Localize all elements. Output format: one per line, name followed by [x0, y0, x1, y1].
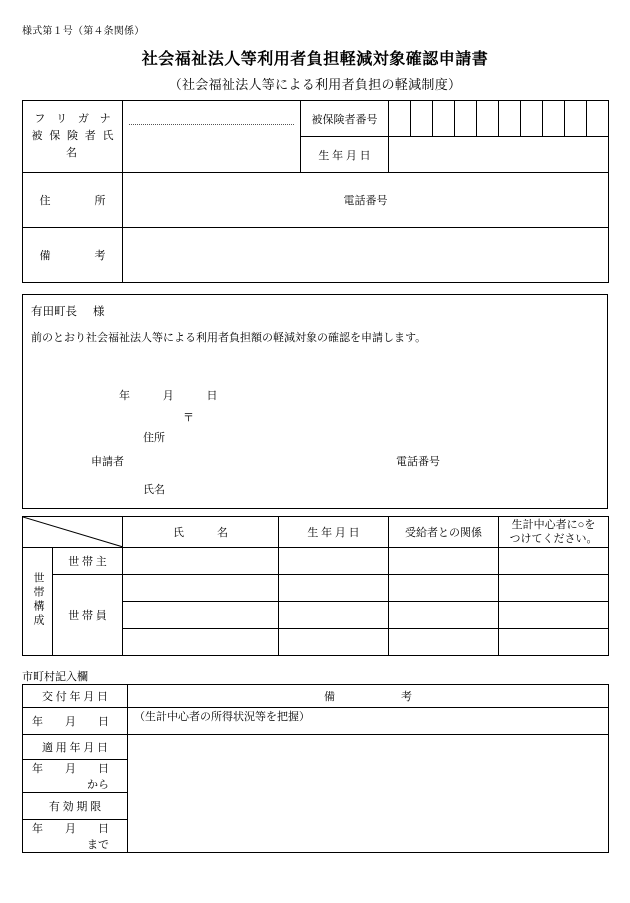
- address-field[interactable]: [123, 173, 609, 228]
- remarks-field[interactable]: [123, 228, 609, 283]
- statement-body: 前のとおり社会福祉法人等による利用者負担額の軽減対象の確認を申請します。: [31, 332, 427, 344]
- household-cell-relation[interactable]: [389, 629, 499, 656]
- statement-date-line: [119, 387, 607, 403]
- date-month-label: 月: [162, 390, 175, 402]
- column-header-name: 氏 名: [123, 517, 279, 548]
- household-cell-mark[interactable]: [499, 602, 609, 629]
- address-label: 住 所: [23, 173, 123, 228]
- column-header-birth: 生 年 月 日: [279, 517, 389, 548]
- municipal-cell-left[interactable]: 年 月 日: [23, 708, 128, 735]
- row-label-head: 世 帯 主: [53, 548, 123, 575]
- applicant-phone-label: 電話番号: [396, 456, 440, 468]
- form-number: 様式第１号（第４条関係）: [22, 26, 145, 37]
- column-header-mark-line1: 生計中心者に○を: [511, 519, 596, 531]
- birthdate-label: 生 年 月 日: [301, 137, 389, 173]
- statement-block: [22, 294, 608, 509]
- household-cell-name[interactable]: [123, 575, 279, 602]
- insured-number-digit[interactable]: [433, 101, 455, 137]
- remarks-label: 備 考: [23, 228, 123, 283]
- applicant-name-label: 氏名: [143, 484, 165, 496]
- column-header-relation: 受給者との関係: [389, 517, 499, 548]
- household-cell-relation[interactable]: [389, 602, 499, 629]
- municipal-note: （生計中心者の所得状況等を把握）: [128, 708, 609, 735]
- applicant-row: [91, 453, 607, 469]
- page-subtitle: （社会福祉法人等による利用者負担の軽減制度）: [168, 77, 462, 92]
- household-table: [22, 516, 609, 656]
- insured-name-label-cell: [23, 101, 123, 173]
- page-title: 社会福祉法人等利用者負担軽減対象確認申請書: [141, 51, 489, 68]
- municipal-cell-left[interactable]: [23, 820, 128, 853]
- title-block: [0, 46, 630, 93]
- household-cell-mark[interactable]: [499, 629, 609, 656]
- insured-name-label: 被 保 険 者 氏 名: [31, 130, 116, 159]
- date-day-label: 日: [206, 390, 219, 402]
- insured-number-digit[interactable]: [499, 101, 521, 137]
- household-side-label: 世帯構成: [23, 548, 53, 656]
- insured-name-field[interactable]: [123, 101, 301, 173]
- insured-number-label: 被保険者番号: [301, 101, 389, 137]
- municipal-cell-left: 適 用 年 月 日: [23, 735, 128, 760]
- household-cell-name[interactable]: [123, 602, 279, 629]
- furigana-label: フ リ ガ ナ: [34, 113, 115, 125]
- insured-number-digit[interactable]: [587, 101, 609, 137]
- postal-mark: 〒: [183, 412, 194, 424]
- household-cell-relation[interactable]: [389, 548, 499, 575]
- addressee-line: [31, 303, 607, 319]
- phone-label: 電話番号: [343, 195, 388, 207]
- insured-number-digit[interactable]: [455, 101, 477, 137]
- furigana-ruled-line: [129, 123, 294, 125]
- municipal-cell-left: 有 効 期 限: [23, 793, 128, 820]
- date-year-label: 年: [119, 390, 131, 402]
- household-cell-birth[interactable]: [279, 548, 389, 575]
- household-cell-relation[interactable]: [389, 575, 499, 602]
- insured-number-digit[interactable]: [411, 101, 433, 137]
- household-corner-cell: [23, 517, 123, 548]
- municipal-cell-left-line2: まで: [87, 839, 109, 851]
- household-cell-birth[interactable]: [279, 602, 389, 629]
- municipal-cell-left-line1: 年 月 日: [32, 823, 109, 835]
- row-label-member: 世 帯 員: [53, 575, 123, 656]
- household-cell-name[interactable]: [123, 629, 279, 656]
- insured-number-digit[interactable]: [389, 101, 411, 137]
- column-header-mark: [499, 517, 609, 548]
- municipal-table: [22, 684, 609, 853]
- municipal-cell-left-line1: 年 月 日: [32, 763, 109, 775]
- insured-number-digit[interactable]: [565, 101, 587, 137]
- municipal-cell-right[interactable]: [128, 735, 609, 853]
- column-header-mark-line2: つけてください。: [509, 533, 598, 545]
- household-cell-birth[interactable]: [279, 575, 389, 602]
- municipal-header-left: 交 付 年 月 日: [23, 685, 128, 708]
- household-cell-name[interactable]: [123, 548, 279, 575]
- birthdate-field[interactable]: [389, 137, 609, 173]
- applicant-header-table: [22, 100, 609, 283]
- addressee-honorific: 様: [93, 306, 105, 318]
- household-cell-birth[interactable]: [279, 629, 389, 656]
- diagonal-line-icon: [23, 517, 123, 547]
- municipal-section-label: 市町村記入欄: [22, 671, 88, 683]
- municipal-cell-left-line2: から: [87, 779, 109, 791]
- addressee: 有田町長: [31, 306, 77, 318]
- municipal-cell-left[interactable]: [23, 760, 128, 793]
- applicant-address-label: 住所: [143, 432, 165, 444]
- insured-number-digit[interactable]: [477, 101, 499, 137]
- municipal-header-right: 備 考: [128, 685, 609, 708]
- applicant-label: 申請者: [91, 456, 124, 468]
- insured-number-digit[interactable]: [543, 101, 565, 137]
- insured-number-digit[interactable]: [521, 101, 543, 137]
- household-cell-mark[interactable]: [499, 548, 609, 575]
- household-cell-mark[interactable]: [499, 575, 609, 602]
